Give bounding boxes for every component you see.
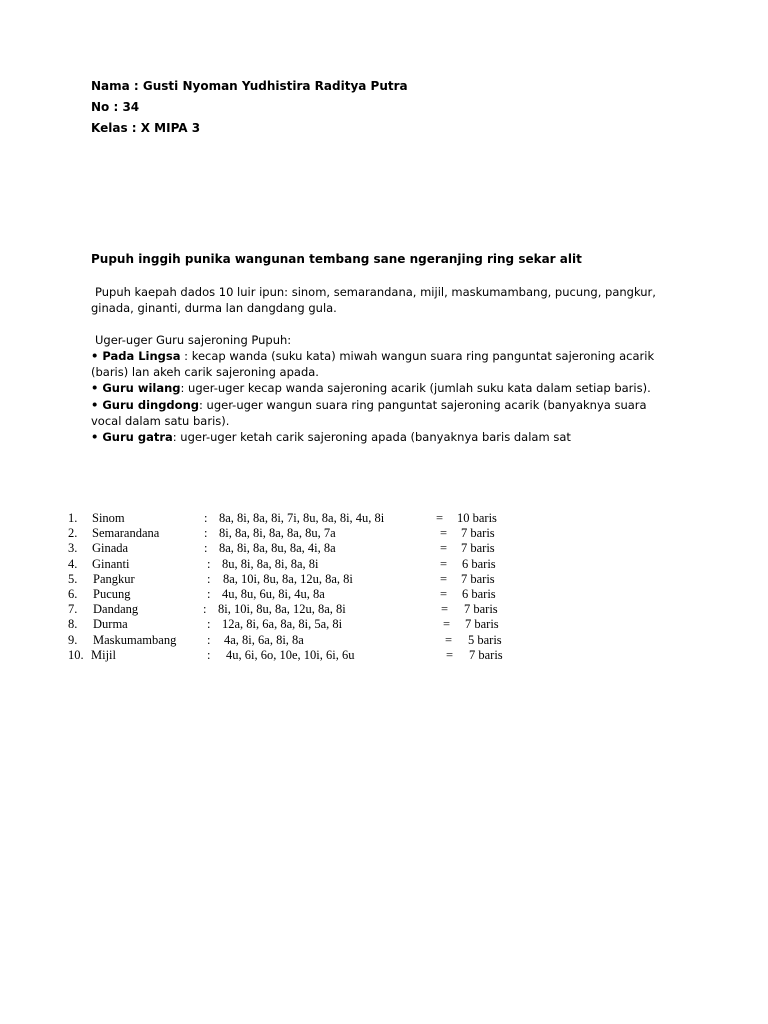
uger-term: • Guru wilang	[91, 381, 181, 395]
item-number: 10.	[68, 647, 84, 662]
item-colon: :	[207, 586, 211, 601]
item-colon: :	[207, 632, 211, 647]
item-name: Mijil	[91, 647, 117, 662]
item-name: Pucung	[93, 586, 131, 601]
item-equals: =	[440, 541, 448, 556]
item-equals: =	[446, 647, 454, 662]
item-equals: =	[440, 586, 448, 601]
item-number: 8.	[68, 617, 78, 632]
pupuh-kinds-line-2: ginada, ginanti, durma lan dangdang gula.	[91, 301, 337, 315]
item-pattern: 4u, 8u, 6u, 8i, 4u, 8a	[222, 586, 325, 601]
uger-item-pada-lingsa-cont: (baris) lan akeh carik sajeroning apada.	[91, 365, 319, 379]
item-baris: 10 baris	[457, 511, 497, 525]
item-pattern: 8a, 8i, 8a, 8u, 8a, 4i, 8a	[219, 541, 336, 556]
item-name: Durma	[93, 617, 128, 632]
item-equals: =	[440, 526, 448, 541]
item-colon: :	[207, 647, 211, 662]
item-pattern: 8i, 10i, 8u, 8a, 12u, 8a, 8i	[218, 602, 346, 617]
item-baris: 7 baris	[465, 617, 499, 632]
uger-text: : uger-uger kecap wanda sajeroning acarik (jumlah suku kata dalam setiap baris).	[180, 381, 651, 395]
item-equals: =	[443, 617, 451, 632]
uger-item-guru-dingdong	[91, 397, 647, 413]
item-number: 5.	[68, 571, 78, 586]
item-name: Sinom	[92, 511, 125, 525]
item-equals: =	[441, 602, 449, 617]
item-pattern: 4u, 6i, 6o, 10e, 10i, 6i, 6u	[226, 647, 355, 662]
item-baris: 7 baris	[469, 647, 503, 662]
uger-title: Uger-uger Guru sajeroning Pupuh:	[95, 333, 292, 347]
uger-term: • Pada Lingsa	[91, 349, 181, 363]
item-colon: :	[204, 541, 208, 556]
item-pattern: 8u, 8i, 8a, 8i, 8a, 8i	[222, 556, 319, 571]
item-equals: =	[440, 571, 448, 586]
item-equals: =	[440, 556, 448, 571]
item-number: 6.	[68, 586, 78, 601]
pupuh-definition: Pupuh inggih punika wangunan tembang sane ngeranjing ring sekar alit	[91, 252, 582, 266]
item-pattern: 4a, 8i, 6a, 8i, 8a	[224, 632, 304, 647]
item-name: Pangkur	[93, 571, 135, 586]
item-name: Semarandana	[92, 526, 160, 541]
item-colon: :	[204, 511, 208, 525]
item-baris: 7 baris	[461, 571, 495, 586]
uger-term: • Guru gatra	[91, 430, 173, 444]
item-colon: :	[203, 602, 207, 617]
uger-text: : uger-uger wangun suara ring panguntat sajeroning acarik (banyaknya suara	[199, 398, 647, 412]
item-baris: 7 baris	[461, 541, 495, 556]
list-item	[0, 526, 768, 541]
item-name: Maskumambang	[93, 632, 177, 647]
item-number: 3.	[68, 541, 78, 556]
list-item	[0, 648, 768, 663]
list-item	[0, 511, 768, 526]
pupuh-list	[0, 511, 768, 663]
item-pattern: 8a, 8i, 8a, 8i, 7i, 8u, 8a, 8i, 4u, 8i	[219, 511, 385, 525]
uger-item-guru-gatra	[91, 429, 571, 445]
uger-text: : uger-uger ketah carik sajeroning apada (banyaknya baris dalam sat	[172, 430, 571, 444]
item-colon: :	[207, 556, 211, 571]
item-baris: 6 baris	[462, 586, 496, 601]
item-baris: 7 baris	[464, 602, 498, 617]
uger-item-guru-wilang	[91, 380, 651, 396]
item-name: Ginanti	[92, 556, 130, 571]
uger-item-pada-lingsa	[91, 348, 654, 364]
item-pattern: 8a, 10i, 8u, 8a, 12u, 8a, 8i	[223, 571, 353, 586]
item-equals: =	[436, 511, 444, 525]
item-equals: =	[445, 632, 453, 647]
item-number: 2.	[68, 526, 78, 541]
item-name: Dandang	[93, 602, 139, 617]
item-baris: 5 baris	[468, 632, 502, 647]
uger-item-guru-dingdong-cont: vocal dalam satu baris).	[91, 414, 230, 428]
list-item	[0, 541, 768, 556]
item-colon: :	[204, 526, 208, 541]
item-name: Ginada	[92, 541, 129, 556]
student-number: No : 34	[91, 100, 140, 114]
item-colon: :	[207, 617, 211, 632]
item-pattern: 8i, 8a, 8i, 8a, 8a, 8u, 7a	[219, 526, 336, 541]
list-item	[0, 572, 768, 587]
item-baris: 7 baris	[461, 526, 495, 541]
list-item	[0, 602, 768, 617]
pupuh-kinds-line-1: Pupuh kaepah dados 10 luir ipun: sinom, semarandana, mijil, maskumambang, pucung, pangkur,	[95, 285, 656, 299]
item-number: 9.	[68, 632, 78, 647]
item-number: 4.	[68, 556, 78, 571]
uger-text: : kecap wanda (suku kata) miwah wangun suara ring panguntat sajeroning acarik	[180, 349, 655, 363]
list-item	[0, 557, 768, 572]
uger-term: • Guru dingdong	[91, 398, 199, 412]
item-number: 7.	[68, 602, 78, 617]
list-item	[0, 633, 768, 648]
item-colon: :	[207, 571, 211, 586]
list-item	[0, 617, 768, 632]
list-item	[0, 587, 768, 602]
item-baris: 6 baris	[462, 556, 496, 571]
item-pattern: 12a, 8i, 6a, 8a, 8i, 5a, 8i	[222, 617, 343, 632]
item-number: 1.	[68, 511, 78, 525]
student-name: Nama : Gusti Nyoman Yudhistira Raditya Putra	[91, 79, 408, 93]
student-class: Kelas : X MIPA 3	[91, 121, 201, 135]
